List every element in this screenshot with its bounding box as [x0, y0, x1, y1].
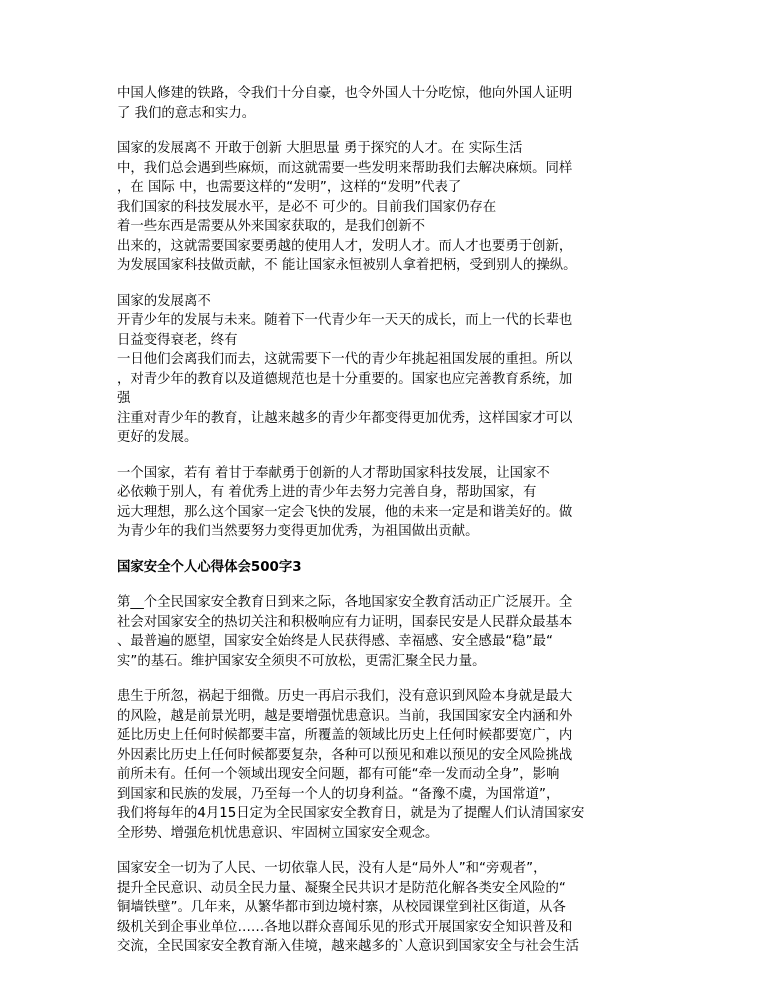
text-line: 为发展国家科技做贡献，不 能让国家永恒被别人拿着把柄，受到别人的操纵。 [117, 258, 577, 273]
text-line: 更好的发展。 [117, 430, 198, 445]
paragraph-youth [117, 292, 657, 448]
text-line: 国家的发展离不 开敢于创新 大胆思量 勇于探究的人才。在 实际生活 [117, 141, 523, 156]
text-line: ，在 国际 中，也需要这样的“发明”，这样的“发明”代表了 [117, 180, 462, 195]
text-line: 铜墙铁壁”。几年来，从繁华都市到边境村寨，从校园课堂到社区街道，从各 [117, 900, 566, 915]
text-line: 患生于所忽，祸起于细微。历史一再启示我们，没有意识到风险本身就是最大 [117, 689, 573, 704]
text-line: 国家安全一切为了人民、一切依靠人民，没有人是“局外人”和“旁观者”， [117, 861, 547, 876]
text-line: 我们将每年的4月15日定为全民国家安全教育日，就是为了提醒人们认清国家安 [117, 806, 585, 821]
text-line: 第__个全民国家安全教育日到来之际，各地国家安全教育活动正广泛展开。全 [117, 595, 573, 610]
text-line: 一个国家，若有 着甘于奉献勇于创新的人才帮助国家科技发展，让国家不 [117, 465, 550, 481]
text-line: 提升全民意识、动员全民力量、凝聚全民共识才是防范化解各类安全风险的“ [117, 880, 566, 896]
text-line: 实”的基石。维护国家安全须臾不可放松，更需汇聚全民力量。 [117, 653, 486, 669]
text-line: 全形势、增强危机忧患意识、牢固树立国家安全观念。 [117, 825, 439, 841]
text-line: 必依赖于别人，有 着优秀上进的青少年去努力完善自身，帮助国家，有 [117, 485, 537, 500]
text-line: 日益变得衰老，终有 [117, 332, 238, 348]
text-line: 外因素比历史上任何时候都要复杂，各种可以预见和难以预见的安全风险挑战 [117, 747, 573, 763]
text-line: 为青少年的我们当然要努力变得更加优秀，为祖国做出贡献。 [117, 524, 479, 539]
text-line: 了 我们的意志和实力。 [117, 105, 256, 121]
text-line: 中，我们总会遇到些麻烦，而这就需要一些发明来帮助我们去解决麻烦。同样 [117, 160, 573, 176]
paragraph-security-day [117, 593, 657, 671]
paragraph-railway [117, 84, 657, 123]
text-line: 交流，全民国家安全教育渐入佳境，越来越多的`人意识到国家安全与社会生活 [117, 939, 579, 954]
text-line: 前所未有。任何一个领域出现安全问题，都有可能“牵一发而动全身”，影响 [117, 767, 560, 782]
text-line: 国家的发展离不 [117, 293, 211, 309]
text-line: 强 [117, 391, 131, 406]
text-line: ，对青少年的教育以及道德规范也是十分重要的。国家也应完善教育系统，加 [117, 371, 573, 387]
text-line: 中国人修建的铁路，令我们十分自豪，也令外国人十分吃惊，他向外国人证明 [117, 86, 573, 101]
text-line: 一日他们会离我们而去，这就需要下一代的青少年挑起祖国发展的重担。所以 [117, 352, 573, 367]
text-line: 到国家和民族的发展，乃至每一个人的切身利益。“备豫不虞，为国常道”， [117, 786, 560, 802]
paragraph-innovation [117, 139, 657, 276]
text-line: 、最普遍的愿望，国家安全始终是人民获得感、幸福感、安全感最“稳”最“ [117, 634, 553, 649]
paragraph-risk [117, 687, 657, 843]
text-line: 注重对青少年的教育，让越来越多的青少年都变得更加优秀，这样国家才可以 [117, 410, 573, 426]
text-line: 远大理想，那么这个国家一定会飞快的发展，他的未来一定是和谐美好的。做 [117, 504, 573, 520]
text-line: 的风险，越是前景光明，越是要增强忧患意识。当前，我国国家安全内涵和外 [117, 708, 573, 724]
text-line: 开青少年的发展与未来。随着下一代青少年一天天的成长，而上一代的长辈也 [117, 313, 573, 328]
paragraph-people [117, 859, 657, 957]
text-line: 我们国家的科技发展水平，是必不 可少的。目前我们国家仍存在 [117, 199, 497, 215]
section-heading: 国家安全个人心得体会500字3 [117, 559, 302, 575]
text-line: 着一些东西是需要从外来国家获取的，是我们创新不 [117, 219, 425, 234]
paragraph-conclusion [117, 464, 657, 542]
text-line: 延比历史上任何时候都要丰富，所覆盖的领域比历史上任何时候都要宽广，内 [117, 728, 573, 743]
text-line: 级机关到企事业单位……各地以群众喜闻乐见的形式开展国家安全知识普及和 [117, 919, 573, 935]
text-line: 出来的，这就需要国家要勇越的使用人才，发明人才。而人才也要勇于创新， [117, 238, 573, 254]
text-line: 社会对国家安全的热切关注和积极响应有力证明，国泰民安是人民群众最基本 [117, 614, 573, 630]
document-body [117, 84, 657, 973]
